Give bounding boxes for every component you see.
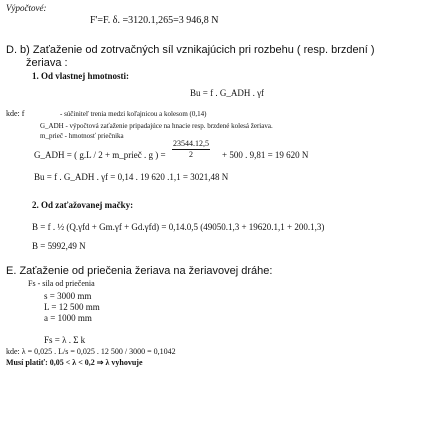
fs-formula: Fs = λ . Σ k bbox=[44, 335, 86, 345]
bu-result: Bu = f . G_ADH . γf = 0,14 . 19 620 .1,1 = 3021,48 N bbox=[34, 172, 229, 182]
m-priec-def: m_prieč - hmotnosť priečnika bbox=[40, 132, 124, 140]
f-prime-formula: F'=F. δ. =3120.1,265=3 946,8 N bbox=[90, 15, 219, 26]
b-result: B = 5992,49 N bbox=[32, 241, 86, 251]
section-e-title: E. Zaťaženie od priečenia žeriava na žeriavovej dráhe: bbox=[6, 265, 273, 277]
b-formula: B = f . ½ (Q.γfd + Gm.γf + Gd.γfd) = 0,14.0,5 (49050.1,3 + 19620.1,1 + 200.1,3) bbox=[32, 222, 325, 232]
a-value: a = 1000 mm bbox=[44, 313, 92, 323]
gadh-rhs: + 500 . 9,81 = 19 620 N bbox=[222, 150, 309, 160]
vypoctove-heading: Výpočtové: bbox=[6, 3, 47, 13]
gadh-fraction-numerator: 23544.12,5 bbox=[173, 139, 209, 148]
gadh-fraction bbox=[172, 140, 210, 159]
g-adh-def: G_ADH - výpočtová zaťaženie pripadajúce na hnacie resp. brzdené kolesá žeriava. bbox=[40, 122, 273, 130]
sub1-heading: 1. Od vlastnej hmotnosti: bbox=[32, 71, 130, 81]
l-value: L = 12 500 mm bbox=[44, 302, 100, 312]
gadh-fraction-denominator: 2 bbox=[189, 150, 193, 159]
bu-formula: Bu = f . G_ADH . γf bbox=[190, 88, 265, 98]
kde-label: kde: f bbox=[6, 109, 25, 118]
section-b-title-cont: žeriava : bbox=[26, 57, 68, 69]
section-b-title: D. b) Zaťaženie od zotrvačných síl vznikajúcich pri rozbehu ( resp. brzdení ) bbox=[6, 44, 375, 56]
sub2-heading: 2. Od zaťažovanej mačky: bbox=[32, 200, 134, 210]
s-value: s = 3000 mm bbox=[44, 291, 92, 301]
lambda-calc: kde: λ = 0,025 . L/s = 0,025 . 12 500 / 3000 = 0,1042 bbox=[6, 347, 176, 356]
gadh-lhs: G_ADH = ( g.L / 2 + m_prieč . g ) = bbox=[34, 150, 166, 160]
fs-def: Fs - sila od priečenia bbox=[28, 279, 95, 288]
lambda-condition: Musí platiť: 0,05 < λ < 0,2 ⇒ λ vyhovuje bbox=[6, 358, 143, 367]
kde-f-def: - súčiniteľ trenia medzi koľajnicou a kolesom (0,14) bbox=[60, 110, 207, 118]
